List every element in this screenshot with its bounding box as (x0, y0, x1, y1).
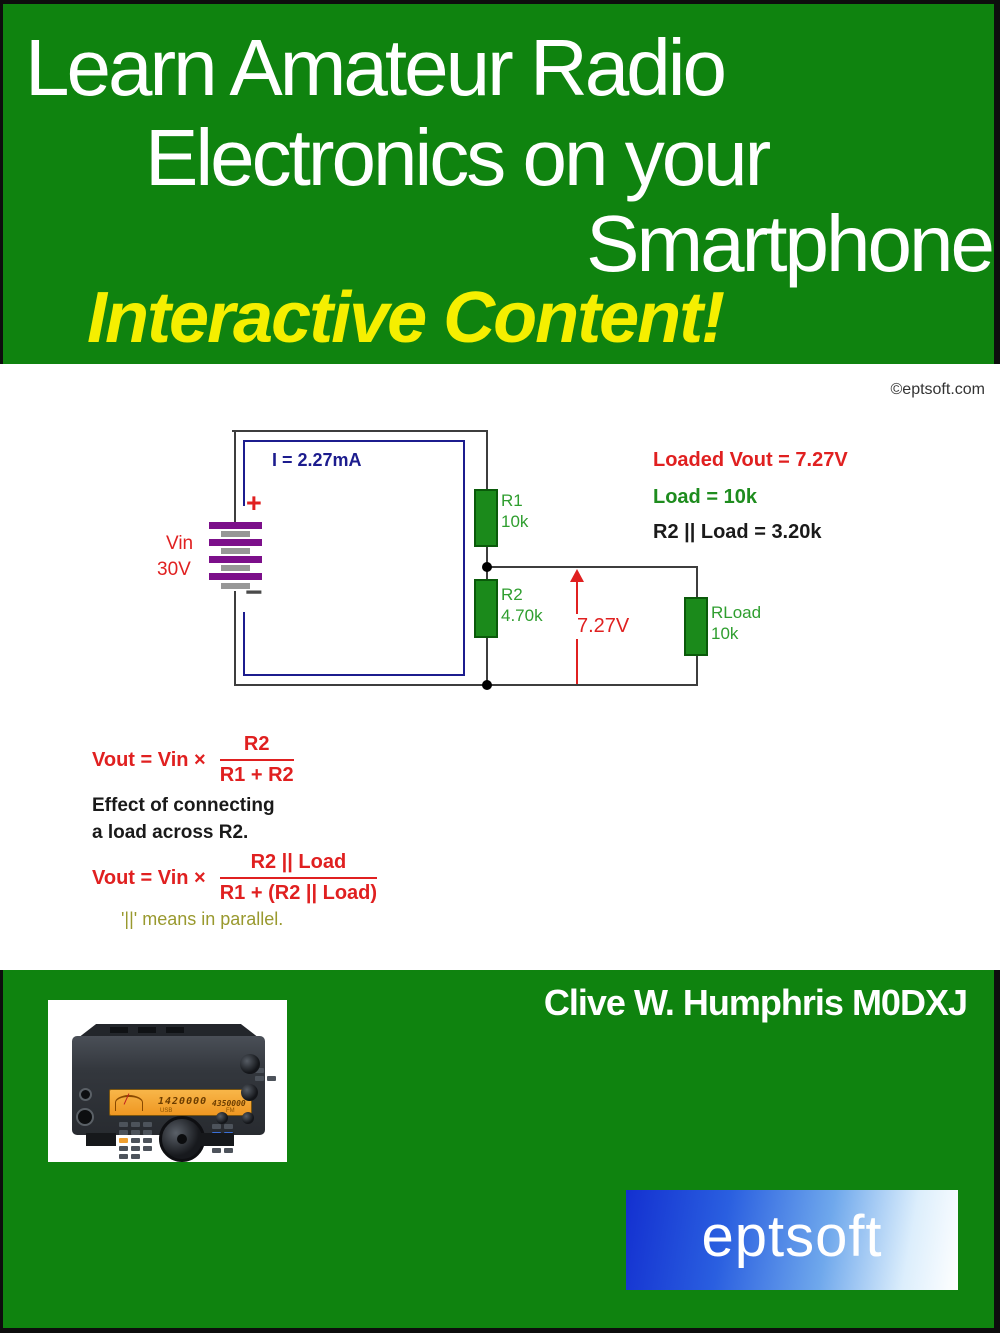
formula-unloaded-denominator: R1 + R2 (220, 759, 294, 787)
r2-value: 4.70k (501, 606, 543, 625)
formula-loaded-lhs: Vout = Vin × (92, 866, 206, 889)
r1-name: R1 (501, 491, 523, 510)
radio-button-cluster-left (119, 1122, 128, 1127)
wire-top (232, 430, 488, 432)
formula-unloaded-fraction (220, 733, 294, 787)
current-loop-right (463, 440, 465, 676)
eptsoft-logo-text: eptsoft (701, 1204, 883, 1269)
rload-name: RLoad (711, 603, 762, 622)
eptsoft-logo (626, 1190, 958, 1290)
source-value-label: 30V (157, 559, 191, 580)
battery-plus-sign: + (246, 488, 262, 518)
radio-button-cluster-right (255, 1076, 264, 1081)
resistor-r2-label (501, 584, 543, 626)
wire-mid-node (486, 566, 698, 568)
parallel-meaning-note: '||' means in parallel. (121, 909, 284, 929)
resistor-r1 (474, 489, 498, 547)
radio-knob-top-right (240, 1054, 260, 1074)
r1-value: 10k (501, 512, 529, 531)
radio-lcd-display (109, 1089, 252, 1116)
radio-signal-meter (115, 1095, 143, 1111)
radio-mic-connector (76, 1108, 94, 1126)
battery-plate-long (209, 556, 262, 563)
resistor-r2 (474, 579, 498, 638)
title-line-1: Learn Amateur Radio (25, 23, 725, 112)
radio-foot-left (86, 1133, 116, 1146)
radio-vent (138, 1027, 156, 1033)
formula-unloaded-lhs: Vout = Vin × (92, 748, 206, 771)
current-loop-top (243, 440, 465, 442)
radio-mode-b-label: FM (226, 1108, 235, 1114)
wire-left-upper (234, 430, 236, 522)
formula-loaded-fraction (220, 851, 377, 905)
annotation-load: Load = 10k (653, 486, 757, 508)
current-loop-bottom (243, 674, 465, 676)
radio-mode-a-label: USB (160, 1108, 173, 1114)
wire-bottom (234, 684, 698, 686)
battery-plate-short (221, 548, 250, 554)
rload-value: 10k (711, 624, 739, 643)
resistor-rload-label (711, 602, 761, 644)
current-loop-left-upper (243, 440, 245, 506)
radio-phones-jack (79, 1088, 92, 1101)
junction-dot-lower (482, 680, 492, 690)
r2-name: R2 (501, 585, 523, 604)
load-effect-note-line2: a load across R2. (92, 822, 249, 843)
top-banner (0, 0, 1000, 364)
radio-button-cluster-keypad (212, 1124, 221, 1129)
wire-left-lower (234, 591, 236, 686)
radio-main-tuning-knob (159, 1116, 205, 1162)
battery-plate-short (221, 531, 250, 537)
author-name: Clive W. Humphris M0DXJ (543, 982, 967, 1023)
radio-knob-small (242, 1112, 254, 1124)
copyright-watermark: ©eptsoft.com (890, 381, 985, 398)
formula-loaded-numerator: R2 || Load (250, 851, 347, 873)
formula-unloaded (92, 733, 294, 787)
radio-knob-mid-right (241, 1084, 258, 1101)
resistor-rload (684, 597, 708, 656)
radio-vent (110, 1027, 128, 1033)
load-effect-note (92, 792, 275, 846)
vout-arrow-head (570, 569, 584, 582)
radio-front-panel (72, 1036, 265, 1135)
annotation-r2-parallel-load: R2 || Load = 3.20k (653, 521, 822, 543)
formula-loaded-denominator: R1 + (R2 || Load) (220, 877, 377, 905)
title-line-3: Smartphone (586, 199, 992, 288)
title-line-2: Electronics on your (145, 113, 769, 202)
junction-dot-upper (482, 562, 492, 572)
vout-arrow-label: 7.27V (574, 614, 632, 639)
current-loop-left-lower (243, 612, 245, 676)
radio-vfo-b-frequency: 4350000 (212, 1099, 246, 1108)
formula-unloaded-numerator: R2 (243, 733, 270, 755)
radio-vent (166, 1027, 184, 1033)
source-name-label: Vin (166, 533, 194, 554)
radio-knob-small (216, 1112, 228, 1124)
battery-minus-sign: − (245, 576, 263, 609)
formula-loaded (92, 851, 377, 905)
tagline: Interactive Content! (87, 278, 724, 358)
battery-plate-short (221, 565, 250, 571)
battery-plate-long (209, 539, 262, 546)
current-value-label: I = 2.27mA (272, 450, 362, 470)
load-effect-note-line1: Effect of connecting (92, 795, 275, 816)
resistor-r1-label (501, 490, 528, 532)
wire-right-main (486, 430, 488, 686)
radio-foot-right (200, 1133, 234, 1146)
radio-vfo-a-frequency: 1420000 (158, 1096, 208, 1107)
annotation-loaded-vout: Loaded Vout = 7.27V (653, 449, 848, 471)
radio-photo (48, 1000, 287, 1162)
battery-plate-long (209, 522, 262, 529)
